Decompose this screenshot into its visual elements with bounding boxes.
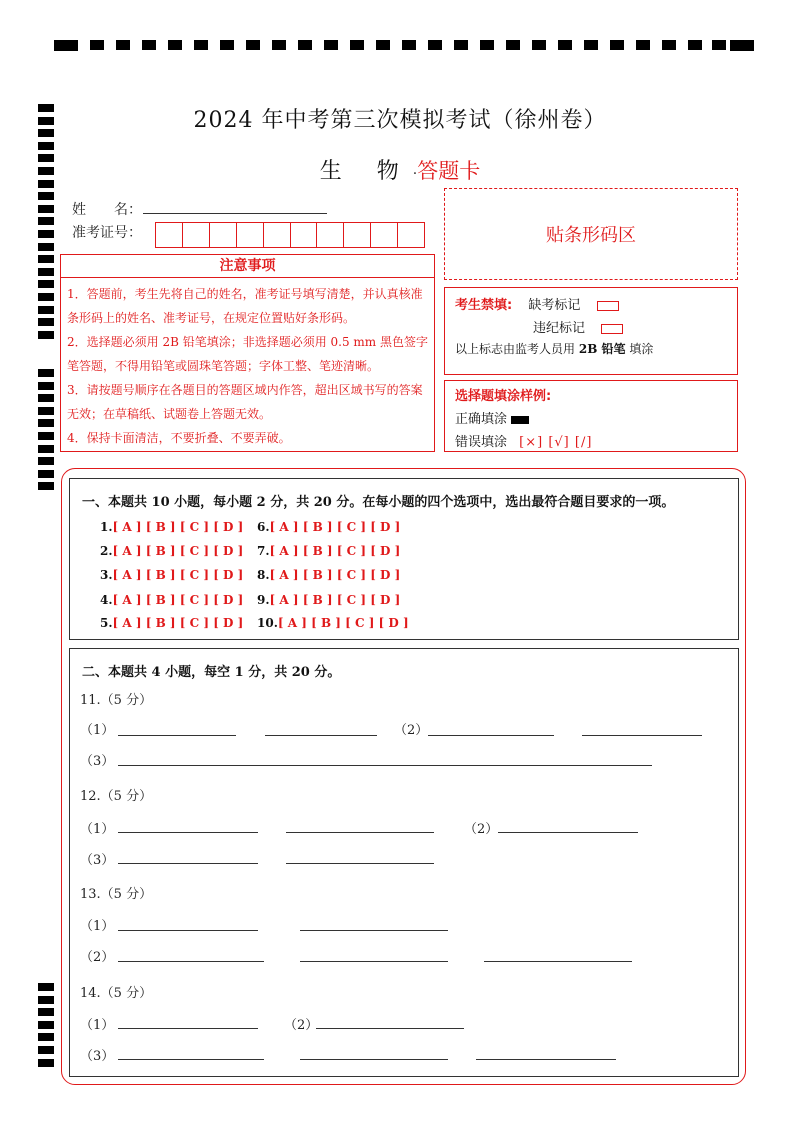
- wrong-fill-samples: [×] [√] [/]: [519, 435, 593, 450]
- timing-mark: [272, 40, 286, 50]
- timing-mark: [688, 40, 702, 50]
- mc-options[interactable]: [ A ] [ B ] [ C ] [ D ]: [269, 593, 401, 607]
- timing-mark: [220, 40, 234, 50]
- timing-mark: [402, 40, 416, 50]
- timing-mark: [480, 40, 494, 50]
- mc-number: 6.: [257, 520, 270, 534]
- timing-mark: [38, 457, 54, 465]
- name-label: 姓 名：: [72, 202, 142, 218]
- mc-number: 3.: [100, 568, 113, 582]
- timing-mark: [246, 40, 260, 50]
- timing-mark: [38, 255, 54, 263]
- part-label: （1）: [80, 919, 115, 934]
- timing-mark: [38, 1059, 54, 1067]
- forbid-note: 以上标志由监考人员用: [455, 342, 576, 356]
- examiner-only-box: [444, 287, 738, 375]
- timing-mark: [38, 470, 54, 478]
- name-field[interactable]: [143, 213, 327, 214]
- answer-line[interactable]: [265, 735, 377, 736]
- id-digit-box[interactable]: [291, 223, 318, 247]
- answer-line[interactable]: [300, 930, 448, 931]
- timing-mark: [168, 40, 182, 50]
- timing-mark: [38, 394, 54, 402]
- notice-title: 注意事项: [61, 255, 434, 278]
- timing-mark: [454, 40, 468, 50]
- part-label: （2）: [394, 723, 429, 738]
- timing-mark: [38, 217, 54, 225]
- fill-sample-box: [444, 380, 738, 452]
- section-fill-in: [69, 648, 739, 1077]
- forbid-note-bold: 2B 铅笔: [578, 342, 626, 356]
- mc-number: 1.: [100, 520, 113, 534]
- timing-mark: [38, 419, 54, 427]
- answer-line[interactable]: [118, 1059, 264, 1060]
- timing-mark: [54, 40, 78, 51]
- violation-label: 违纪标记: [533, 321, 586, 336]
- answer-line[interactable]: [118, 930, 258, 931]
- timing-mark: [662, 40, 676, 50]
- timing-mark: [38, 280, 54, 288]
- notice-item: 4．保持卡面清洁，不要折叠、不要弄破。: [67, 431, 291, 445]
- id-digit-box[interactable]: [317, 223, 344, 247]
- timing-mark: [38, 369, 54, 377]
- notice-item: 3．请按题号顺序在各题目的答题区域内作答，超出区域书写的答案无效；在草稿纸、试题卷上答题无效。: [67, 383, 423, 421]
- mc-options[interactable]: [ A ] [ B ] [ C ] [ D ]: [112, 544, 244, 558]
- answer-line[interactable]: [118, 863, 258, 864]
- section1-title: 一、本题共 10 小题，每小题 2 分，共 20 分。在每小题的四个选项中，选出最符合题目要求的一项。: [82, 495, 675, 510]
- mc-options[interactable]: [ A ] [ B ] [ C ] [ D ]: [112, 593, 244, 607]
- timing-mark: [712, 40, 726, 50]
- mc-question[interactable]: [257, 544, 400, 558]
- id-digit-box[interactable]: [344, 223, 371, 247]
- timing-mark: [38, 306, 54, 314]
- mc-question[interactable]: [100, 520, 243, 534]
- timing-mark: [38, 1033, 54, 1041]
- subject-title: [0, 154, 800, 185]
- timing-mark: [298, 40, 312, 50]
- timing-mark: [38, 230, 54, 238]
- forbid-head: 考生禁填:: [455, 298, 513, 313]
- timing-mark: [38, 996, 54, 1004]
- mc-number: 7.: [257, 544, 270, 558]
- timing-mark: [38, 331, 54, 339]
- timing-mark: [38, 318, 54, 326]
- timing-mark: [38, 268, 54, 276]
- id-digit-box[interactable]: [183, 223, 210, 247]
- mc-options[interactable]: [ A ] [ B ] [ C ] [ D ]: [269, 520, 401, 534]
- id-digit-box[interactable]: [237, 223, 264, 247]
- mc-question[interactable]: [257, 568, 400, 582]
- timing-mark: [38, 293, 54, 301]
- id-digit-box[interactable]: [264, 223, 291, 247]
- id-number-boxes[interactable]: [155, 222, 425, 248]
- timing-mark: [730, 40, 754, 51]
- forbid-note-end: 填涂: [629, 342, 654, 356]
- timing-mark: [38, 243, 54, 251]
- mc-question[interactable]: [257, 616, 409, 630]
- part-label: （3）: [80, 853, 115, 868]
- mc-question[interactable]: [100, 544, 243, 558]
- timing-mark: [38, 1021, 54, 1029]
- timing-mark: [38, 382, 54, 390]
- absent-mark[interactable]: [597, 301, 619, 311]
- barcode-label: 贴条形码区: [546, 225, 636, 246]
- mc-number: 9.: [257, 593, 270, 607]
- mc-question[interactable]: [100, 616, 243, 630]
- part-label: （2）: [284, 1018, 319, 1033]
- id-digit-box[interactable]: [210, 223, 237, 247]
- id-digit-box[interactable]: [156, 223, 183, 247]
- id-label: 准考证号：: [72, 225, 142, 241]
- page-title: 2024 年中考第三次模拟考试（徐州卷）: [193, 108, 607, 133]
- mc-number: 2.: [100, 544, 113, 558]
- mc-options[interactable]: [ A ] [ B ] [ C ] [ D ]: [112, 520, 244, 534]
- timing-mark: [38, 482, 54, 490]
- id-digit-box[interactable]: [371, 223, 398, 247]
- question-11-title: 11.（5 分）: [80, 693, 153, 708]
- part-label: （1）: [80, 822, 115, 837]
- mc-number: 4.: [100, 593, 113, 607]
- timing-mark: [636, 40, 650, 50]
- question-14-title: 14.（5 分）: [80, 986, 153, 1001]
- mc-number: 10.: [257, 616, 278, 630]
- timing-mark: [558, 40, 572, 50]
- mc-number: 8.: [257, 568, 270, 582]
- question-13-title: 13.（5 分）: [80, 887, 153, 902]
- answer-line[interactable]: [428, 735, 554, 736]
- id-digit-box[interactable]: [398, 223, 424, 247]
- answer-line[interactable]: [476, 1059, 616, 1060]
- timing-mark: [350, 40, 364, 50]
- mc-options[interactable]: [ A ] [ B ] [ C ] [ D ]: [112, 568, 244, 582]
- wrong-label: 错误填涂: [455, 435, 508, 450]
- mc-options[interactable]: [ A ] [ B ] [ C ] [ D ]: [277, 616, 409, 630]
- timing-mark: [38, 445, 54, 453]
- timing-mark: [38, 142, 54, 150]
- mc-options[interactable]: [ A ] [ B ] [ C ] [ D ]: [269, 568, 401, 582]
- mc-options[interactable]: [ A ] [ B ] [ C ] [ D ]: [269, 544, 401, 558]
- timing-mark: [610, 40, 624, 50]
- timing-mark: [194, 40, 208, 50]
- notice-item: 2．选择题必须用 2B 铅笔填涂；非选择题必须用 0.5 mm 黑色签字笔答题，不得用铅笔或圆珠笔答题；字体工整、笔迹清晰。: [67, 335, 429, 373]
- barcode-area: [444, 188, 738, 280]
- notice-box: [60, 254, 435, 452]
- answer-line[interactable]: [484, 961, 632, 962]
- correct-fill-sample: [511, 416, 529, 424]
- timing-mark: [38, 432, 54, 440]
- part-label: （3）: [80, 754, 115, 769]
- answer-line[interactable]: [582, 735, 702, 736]
- correct-label: 正确填涂: [455, 412, 508, 427]
- answer-line[interactable]: [118, 735, 236, 736]
- answer-line[interactable]: [286, 832, 434, 833]
- sample-head: 选择题填涂样例:: [455, 389, 552, 404]
- answer-line[interactable]: [498, 832, 638, 833]
- timing-mark: [38, 983, 54, 991]
- timing-mark: [532, 40, 546, 50]
- timing-mark: [38, 1046, 54, 1054]
- mc-question[interactable]: [257, 520, 400, 534]
- part-label: （2）: [80, 950, 115, 965]
- question-12-title: 12.（5 分）: [80, 789, 153, 804]
- timing-mark: [38, 407, 54, 415]
- timing-mark: [584, 40, 598, 50]
- answer-line[interactable]: [118, 832, 258, 833]
- timing-mark: [428, 40, 442, 50]
- part-label: （3）: [80, 1049, 115, 1064]
- section-multiple-choice: [69, 478, 739, 640]
- part-label: （1）: [80, 723, 115, 738]
- answer-line[interactable]: [316, 1028, 464, 1029]
- answer-line[interactable]: [300, 1059, 448, 1060]
- mc-question[interactable]: [100, 593, 243, 607]
- timing-mark: [38, 192, 54, 200]
- timing-mark: [376, 40, 390, 50]
- part-label: （2）: [464, 822, 499, 837]
- timing-mark: [324, 40, 338, 50]
- answer-line[interactable]: [118, 961, 264, 962]
- timing-mark: [38, 1008, 54, 1016]
- part-label: （1）: [80, 1018, 115, 1033]
- subject-dot: ·: [412, 166, 418, 182]
- notice-item: 1．答题前，考生先将自己的姓名，准考证号填写清楚，并认真核准条形码上的姓名、准考证号，在规定位置贴好条形码。: [67, 287, 423, 325]
- mc-options[interactable]: [ A ] [ B ] [ C ] [ D ]: [112, 616, 244, 630]
- absent-label: 缺考标记: [528, 298, 581, 313]
- mc-question[interactable]: [257, 593, 400, 607]
- timing-mark: [116, 40, 130, 50]
- timing-mark: [38, 205, 54, 213]
- violation-mark[interactable]: [601, 324, 623, 334]
- answer-line[interactable]: [300, 961, 448, 962]
- timing-mark: [142, 40, 156, 50]
- subject-name: 生 物: [319, 159, 413, 184]
- timing-mark: [90, 40, 104, 50]
- mc-question[interactable]: [100, 568, 243, 582]
- answer-card-label: 答题卡: [417, 159, 481, 183]
- answer-line[interactable]: [118, 1028, 258, 1029]
- timing-mark: [506, 40, 520, 50]
- mc-number: 5.: [100, 616, 113, 630]
- answer-line[interactable]: [286, 863, 434, 864]
- answer-line[interactable]: [118, 765, 652, 766]
- section2-title: 二、本题共 4 小题，每空 1 分，共 20 分。: [82, 665, 341, 680]
